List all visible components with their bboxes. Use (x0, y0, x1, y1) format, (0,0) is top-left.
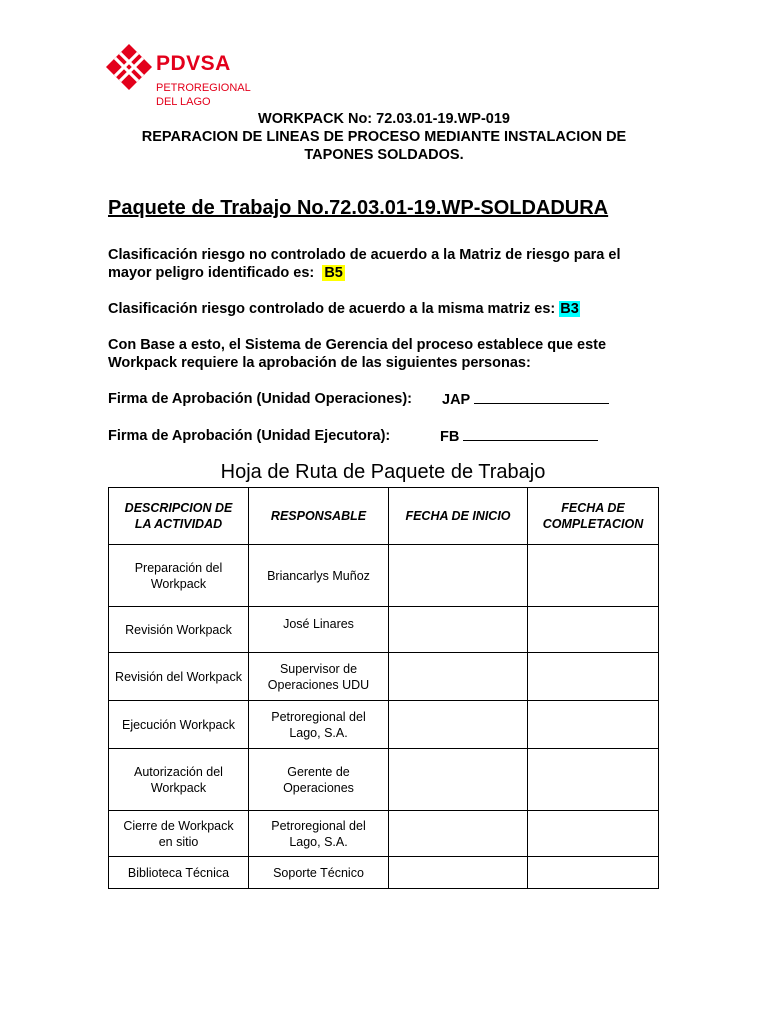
signature-code: JAP (442, 392, 471, 408)
signature-code: FB (440, 429, 460, 445)
workpack-description-line-2: TAPONES SOLDADOS. (304, 147, 464, 163)
table-row (109, 811, 659, 857)
signature-code-wrap (442, 390, 609, 409)
controlled-risk-value: B3 (560, 301, 579, 317)
completion-date-cell[interactable] (528, 811, 659, 857)
activity-cell: Ejecución Workpack (109, 701, 249, 749)
completion-date-cell[interactable] (528, 607, 659, 653)
controlled-risk-text: Clasificación riesgo controlado de acuerdo a la misma matriz es: (108, 301, 556, 317)
table-header-row (109, 488, 659, 545)
workpack-description-line-1: REPARACION DE LINEAS DE PROCESO MEDIANTE INSTALACION DE (141, 129, 627, 145)
uncontrolled-risk-paragraph (108, 246, 668, 282)
pdvsa-logo-icon (106, 44, 152, 90)
column-header-activity: DESCRIPCION DE LA ACTIVIDAD (109, 488, 249, 545)
completion-date-cell[interactable] (528, 701, 659, 749)
logo-line-1: PETROREGIONAL (156, 82, 251, 94)
signature-blank[interactable] (474, 390, 609, 404)
responsible-cell: Supervisor de Operaciones UDU (249, 653, 389, 701)
uncontrolled-risk-value: B5 (324, 265, 343, 281)
signature-role: Firma de Aprobación (Unidad Operaciones): (108, 391, 413, 407)
column-header-completion-date: FECHA DE COMPLETACION (528, 488, 659, 545)
table-row (109, 857, 659, 889)
approval-basis-paragraph: Con Base a esto, el Sistema de Gerencia del proceso establece que este Workpack requiere la aprobación de las siguientes personas: (108, 337, 607, 371)
table-row (109, 545, 659, 607)
activity-cell: Revisión Workpack (109, 607, 249, 653)
start-date-cell[interactable] (389, 607, 528, 653)
table-row (109, 701, 659, 749)
column-header-start-date: FECHA DE INICIO (389, 488, 528, 545)
responsible-cell: Briancarlys Muñoz (249, 545, 389, 607)
responsible-cell: Petroregional del Lago, S.A. (249, 701, 389, 749)
table-row (109, 749, 659, 811)
logo-brand: PDVSA (156, 52, 231, 75)
responsible-cell: Petroregional del Lago, S.A. (249, 811, 389, 857)
start-date-cell[interactable] (389, 545, 528, 607)
workpack-number: WORKPACK No: 72.03.01-19.WP-019 (258, 111, 510, 127)
table-row (109, 607, 659, 653)
start-date-cell[interactable] (389, 749, 528, 811)
route-sheet-title: Hoja de Ruta de Paquete de Trabajo (220, 461, 546, 483)
responsible-cell: Gerente de Operaciones (249, 749, 389, 811)
pdvsa-logo (106, 40, 266, 112)
start-date-cell[interactable] (389, 701, 528, 749)
responsible-cell: Soporte Técnico (249, 857, 389, 889)
completion-date-cell[interactable] (528, 545, 659, 607)
completion-date-cell[interactable] (528, 857, 659, 889)
logo-line-2: DEL LAGO (156, 96, 211, 108)
controlled-risk-paragraph (108, 300, 668, 318)
activity-cell: Revisión del Workpack (109, 653, 249, 701)
column-header-responsible: RESPONSABLE (249, 488, 389, 545)
start-date-cell[interactable] (389, 857, 528, 889)
activity-cell: Autorización del Workpack (109, 749, 249, 811)
signature-code-wrap (440, 427, 598, 446)
activity-cell: Preparación del Workpack (109, 545, 249, 607)
document-title: Paquete de Trabajo No.72.03.01-19.WP-SOLDADURA (108, 197, 609, 219)
activity-cell: Cierre de Workpack en sitio (109, 811, 249, 857)
signature-role: Firma de Aprobación (Unidad Ejecutora): (108, 428, 391, 444)
uncontrolled-risk-text: Clasificación riesgo no controlado de acuerdo a la Matriz de riesgo para el mayor peligro identificado es: (108, 247, 621, 281)
responsible-cell: José Linares (249, 607, 389, 653)
route-sheet-table (108, 487, 659, 889)
activity-cell: Biblioteca Técnica (109, 857, 249, 889)
signature-blank[interactable] (463, 427, 598, 441)
table-row (109, 653, 659, 701)
completion-date-cell[interactable] (528, 749, 659, 811)
start-date-cell[interactable] (389, 811, 528, 857)
completion-date-cell[interactable] (528, 653, 659, 701)
start-date-cell[interactable] (389, 653, 528, 701)
